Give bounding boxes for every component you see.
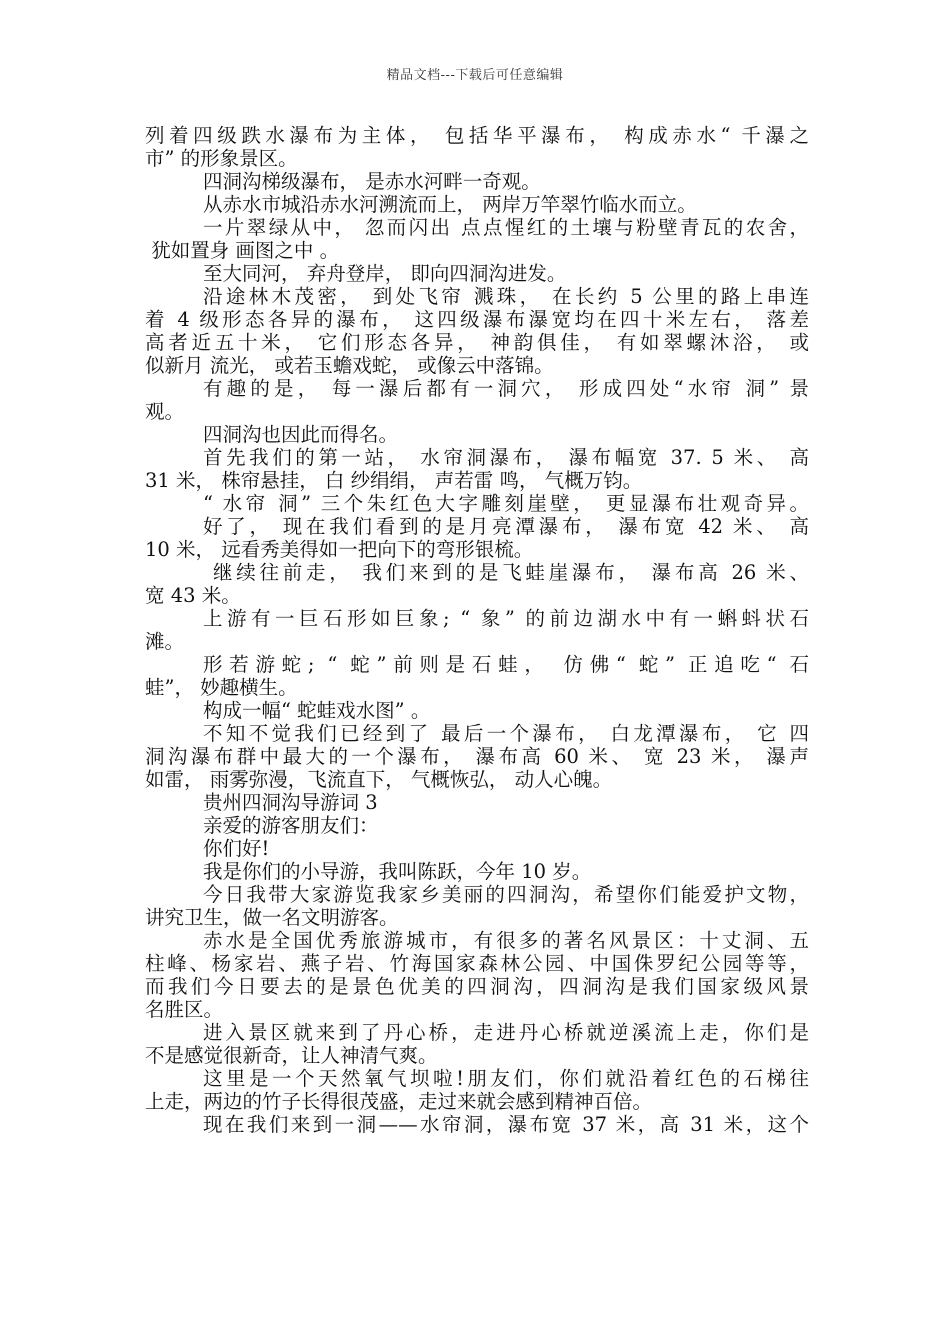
text-line: 似新月 流光， 或若玉蟾戏蛇， 或像云中落锦。 [145,354,554,377]
text-line: 列着四级跌水瀑布为主体， 包括华平瀑布， 构成赤水“ 千瀑之 [145,124,809,147]
text-line: 这里是一个天然氧气坝啦!朋友们，你们就沿着红色的石梯往 [203,1067,809,1090]
text-line: 市” 的形象景区。 [145,147,298,170]
text-line: 名胜区。 [145,998,224,1021]
text-line: 从赤水市城沿赤水河溯流而上， 两岸万竿翠竹临水而立。 [203,193,697,216]
text-line: 洞沟瀑布群中最大的一个瀑布， 瀑布高 60 米、 宽 23 米， 瀑声 [145,745,809,768]
text-line: 31 米， 株帘悬挂， 白 纱绢绢， 声若雷 鸣， 气概万钧。 [145,469,643,492]
page-header: 精品文档---下载后可任意编辑 [386,68,564,83]
text-line: 滩。 [145,630,185,653]
text-line: 我是你们的小导游，我叫陈跃，今年 10 岁。 [203,860,592,883]
text-line: 上游有一巨石形如巨象; “ 象” 的前边湖水中有一蝌蚪状石 [203,607,809,630]
text-line: 现在我们来到一洞——水帘洞，瀑布宽 37 米，高 31 米，这个 [203,1113,809,1136]
text-line: 构成一幅“ 蛇蛙戏水图” 。 [203,699,431,722]
text-line: “ 水帘 洞” 三个朱红色大字雕刻崖壁， 更显瀑布壮观奇异。 [203,492,809,515]
text-line: 今日我带大家游览我家乡美丽的四洞沟，希望你们能爱护文物， [203,883,809,906]
text-line: 观。 [145,400,185,423]
text-line: 蛙”， 妙趣横生。 [145,676,298,699]
text-line: 赤水是全国优秀旅游城市，有很多的著名风景区：十丈洞、五 [203,929,809,952]
text-line: 继续往前走， 我们来到的是飞蛙崖瀑布， 瀑布高 26 米、 [203,561,809,584]
text-line: 四洞沟梯级瀑布， 是赤水河畔一奇观。 [203,170,541,193]
text-line: 至大同河， 弃舟登岸， 即向四洞沟进发。 [203,262,567,285]
text-line: 进入景区就来到了丹心桥，走进丹心桥就逆溪流上走，你们是 [203,1021,809,1044]
text-line: 柱峰、杨家岩、燕子岩、竹海国家森林公园、中国侏罗纪公园等等， [145,952,809,975]
text-line: 亲爱的游客朋友们： [203,814,379,837]
text-line: 着 4 级形态各异的瀑布， 这四级瀑布瀑宽均在四十米左右， 落差 [145,308,809,331]
text-line: 犹如置身 画图之中 。 [145,239,340,262]
text-line: 首先我们的第一站， 水帘洞瀑布， 瀑布幅宽 37. 5 米、 高 [203,446,809,469]
text-line: 一片翠绿从中， 忽而闪出 点点惺红的土壤与粉壁青瓦的农舍， [203,216,809,239]
text-line: 不知不觉我们已经到了 最后一个瀑布， 白龙潭瀑布， 它 四 [203,722,809,745]
text-line: 四洞沟也因此而得名。 [203,423,399,446]
text-line: 而我们今日要去的是景色优美的四洞沟，四洞沟是我们国家级风景 [145,975,809,998]
text-line: 讲究卫生，做一名文明游客。 [145,906,399,929]
text-line: 沿途林木茂密， 到处飞帘 溅珠， 在长约 5 公里的路上串连 [203,285,809,308]
text-line: 有趣的是， 每一瀑后都有一洞穴， 形成四处“水帘 洞” 景 [203,377,809,400]
text-line: 好了， 现在我们看到的是月亮潭瀑布， 瀑布宽 42 米、 高 [203,515,809,538]
text-line: 不是感觉很新奇，让人神清气爽。 [145,1044,438,1067]
text-line: 贵州四洞沟导游词 3 [203,791,378,814]
text-line: 形若游蛇; “ 蛇”前则是石蛙， 仿佛“ 蛇” 正追吃“ 石 [203,653,809,676]
text-line: 如雷， 雨雾弥漫，飞流直下， 气概恢弘， 动人心魄。 [145,768,613,791]
text-line: 宽 43 米。 [145,584,241,607]
text-line: 10 米， 远看秀美得如一把向下的弯形银梳。 [145,538,534,561]
text-line: 上走，两边的竹子长得很茂盛，走过来就会感到精神百倍。 [145,1090,653,1113]
text-line: 高者近五十米， 它们形态各异， 神韵俱佳， 有如翠螺沐浴， 或 [145,331,809,354]
text-line: 你们好! [203,837,270,860]
document-body [145,124,809,1136]
